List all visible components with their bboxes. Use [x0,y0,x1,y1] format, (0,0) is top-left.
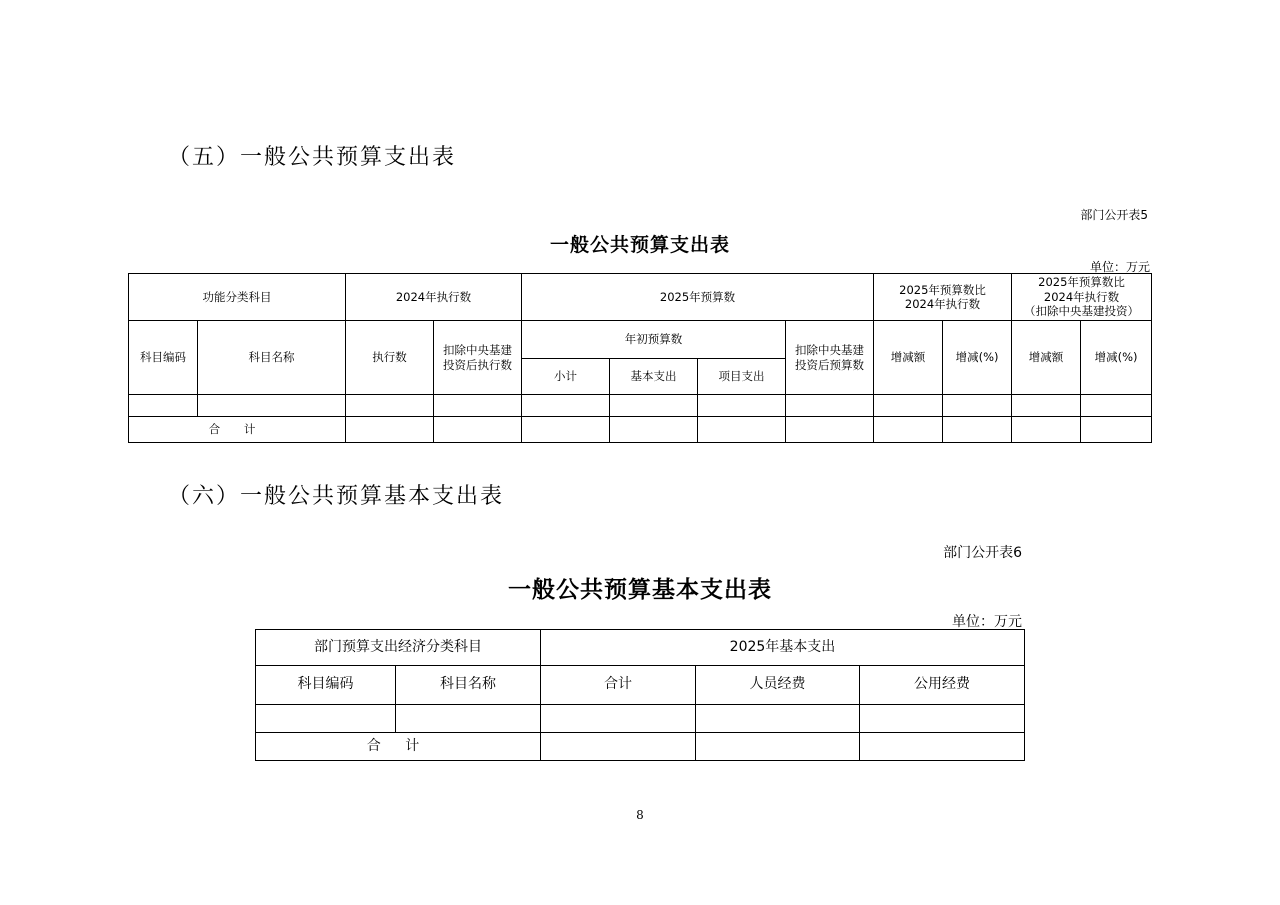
form-number-5: 部门公开表5 [1080,208,1148,222]
header-basic: 基本支出 [610,359,698,395]
table-title-6: 一般公共预算基本支出表 [508,577,772,603]
header-compare-exec-excl: 2025年预算数比 2024年执行数 （扣除中央基建投资） [1012,274,1152,321]
total-row [129,417,1152,443]
header-func-class: 功能分类科目 [129,274,346,321]
unit-label-6: 单位：万元 [952,614,1022,630]
header-exec: 执行数 [346,321,434,395]
cell [434,395,522,417]
header-code: 科目编码 [129,321,198,395]
header-personnel: 人员经费 [696,666,860,705]
form-number-6: 部门公开表6 [943,545,1022,561]
header-public: 公用经费 [860,666,1025,705]
header-subtotal: 小计 [522,359,610,395]
table-title-5: 一般公共预算支出表 [549,234,730,256]
page-number: 8 [636,808,644,822]
header-budget-2025: 2025年预算数 [522,274,874,321]
basic-expenditure-table [255,629,1025,761]
cell [541,733,696,761]
total-label: 合 计 [256,733,541,761]
cell [786,417,874,443]
cell [943,395,1012,417]
header-total: 合计 [541,666,696,705]
header-increase-amount: 增减额 [874,321,943,395]
cell [874,395,943,417]
cell [541,705,696,733]
cell [129,395,198,417]
cell [943,417,1012,443]
header-name: 科目名称 [396,666,541,705]
header-exec-2024: 2024年执行数 [346,274,522,321]
cell [696,733,860,761]
cell [198,395,346,417]
cell [522,417,610,443]
header-basic-2025: 2025年基本支出 [541,630,1025,666]
cell [860,733,1025,761]
header-increase-percent-excl: 增减(%) [1081,321,1152,395]
cell [698,395,786,417]
section-heading-6: （六）一般公共预算基本支出表 [168,484,505,509]
cell [1012,395,1081,417]
header-code: 科目编码 [256,666,396,705]
header-compare-exec: 2025年预算数比 2024年执行数 [874,274,1012,321]
cell [860,705,1025,733]
header-initial-budget: 年初预算数 [522,321,786,359]
cell [696,705,860,733]
cell [346,395,434,417]
total-label: 合 计 [129,417,346,443]
cell [874,417,943,443]
total-row [256,733,1025,761]
header-exec-excl: 扣除中央基建 投资后执行数 [434,321,522,395]
cell [396,705,541,733]
header-name: 科目名称 [198,321,346,395]
cell [698,417,786,443]
unit-label-5: 单位：万元 [1089,260,1150,274]
cell [434,417,522,443]
header-project: 项目支出 [698,359,786,395]
cell [346,417,434,443]
header-econ-class: 部门预算支出经济分类科目 [256,630,541,666]
cell [256,705,396,733]
cell [786,395,874,417]
cell [610,417,698,443]
cell [1081,395,1152,417]
header-budget-excl: 扣除中央基建 投资后预算数 [786,321,874,395]
header-increase-percent: 增减(%) [943,321,1012,395]
header-increase-amount-excl: 增减额 [1012,321,1081,395]
cell [1012,417,1081,443]
cell [1081,417,1152,443]
section-heading-5: （五）一般公共预算支出表 [168,145,457,170]
cell [610,395,698,417]
table-row [256,705,1025,733]
cell [522,395,610,417]
table-row [129,395,1152,417]
budget-expenditure-table [128,273,1152,443]
